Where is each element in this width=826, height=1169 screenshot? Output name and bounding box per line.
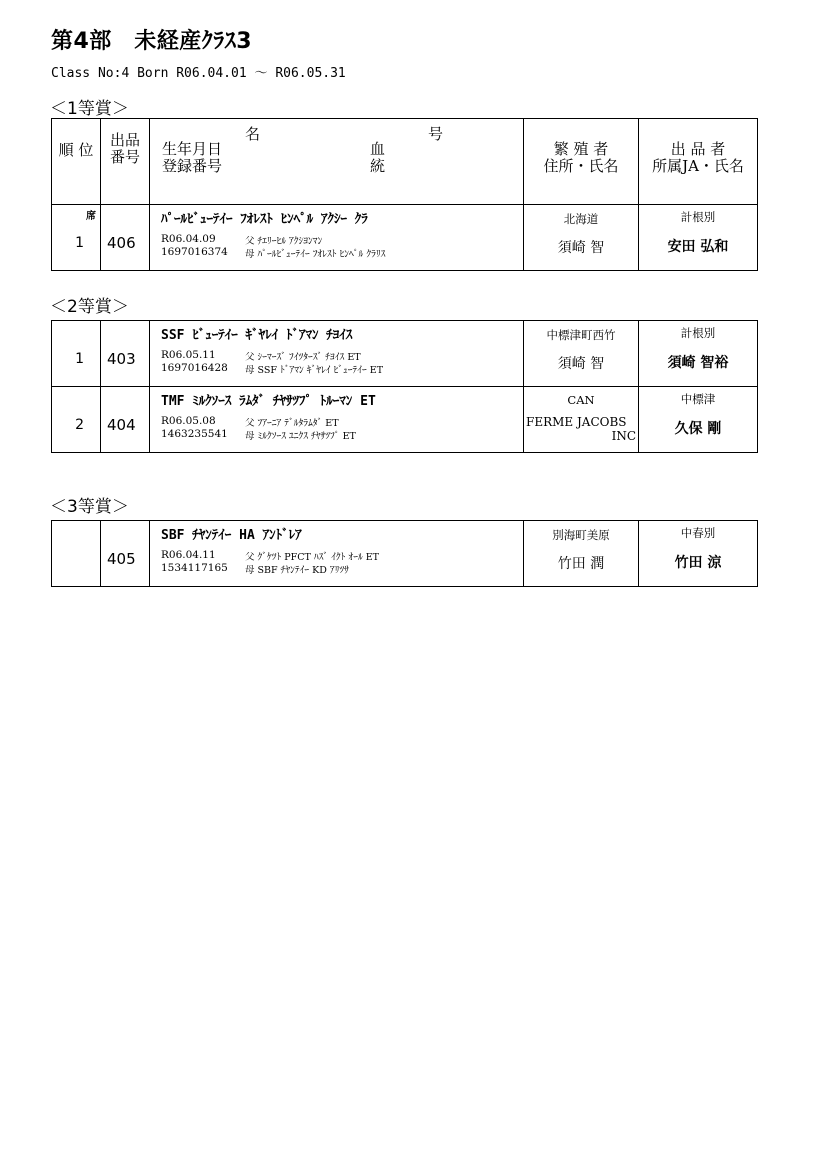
name-pedigree-cell bbox=[150, 521, 524, 587]
birth-date: R06.04.11 bbox=[161, 549, 216, 561]
name-pedigree-cell bbox=[150, 205, 524, 271]
header-exhibitor-line2: 所属JA・氏名 bbox=[652, 157, 744, 175]
exhibitor-name: 安田 弘和 bbox=[667, 239, 729, 255]
rank-cell bbox=[52, 205, 101, 271]
header-birth: 生年月日 bbox=[162, 140, 223, 158]
breeder-name: 須崎 智 bbox=[557, 356, 605, 372]
exhibitor-location: 計根別 bbox=[680, 210, 716, 224]
header-no-line1: 出品 bbox=[109, 131, 140, 149]
exhibitor-name: 須崎 智裕 bbox=[667, 355, 729, 371]
birth-date: R06.04.09 bbox=[161, 233, 216, 245]
registration-no: 1534117165 bbox=[161, 562, 228, 574]
header-exhibitor-line1: 出 品 者 bbox=[670, 140, 726, 158]
breeder-cell bbox=[524, 205, 639, 271]
exhibit-no-cell bbox=[101, 205, 150, 271]
header-no-line2: 番号 bbox=[109, 148, 140, 166]
breeder-name bbox=[526, 415, 638, 443]
exhibit-no-cell bbox=[101, 321, 150, 387]
rank-cell bbox=[52, 321, 101, 387]
breeder-cell bbox=[524, 387, 639, 453]
animal-name: SSF ﾋﾞｭｰﾃｲｰ ｷﾞﾔﾚｲ ﾄﾞｱﾏﾝ ﾁﾖｲｽ bbox=[161, 328, 353, 343]
breeder-location: 北海道 bbox=[563, 212, 599, 226]
exhibitor-name: 久保 剛 bbox=[674, 421, 722, 437]
registration-no: 1697016374 bbox=[161, 246, 228, 258]
header-name-char1: 名 bbox=[245, 125, 261, 143]
registration-no: 1697016428 bbox=[161, 362, 228, 374]
breeder-location: CAN bbox=[567, 393, 595, 407]
dam: 母 ﾐﾙｸｿｰｽ ﾕﾆｸｽ ﾁﾔｻﾂﾌﾟ ET bbox=[245, 431, 356, 442]
table-row bbox=[52, 205, 758, 271]
rank-cell bbox=[52, 521, 101, 587]
breeder-name: 須崎 智 bbox=[557, 240, 605, 256]
sire: 父 ｸﾞｹﾂﾄ PFCT ﾊｽﾞ ｲｸﾄ ｵｰﾙ ET bbox=[245, 552, 379, 563]
dam: 母 ﾊﾟｰﾙﾋﾞｭｰﾃｲｰ ﾌｵﾚｽﾄ ﾋﾝﾍﾟﾙ ｸﾗﾘｽ bbox=[245, 249, 386, 260]
dam: 母 SSF ﾄﾞｱﾏﾝ ｷﾞﾔﾚｲ ﾋﾞｭｰﾃｲｰ ET bbox=[245, 365, 384, 376]
prize-label-3rd: ＜3等賞＞ bbox=[50, 497, 129, 517]
registration-no: 1463235541 bbox=[161, 428, 228, 440]
header-breeder bbox=[524, 119, 639, 205]
rank-value: 2 bbox=[75, 417, 84, 433]
header-breeder-line1: 繁 殖 者 bbox=[553, 140, 609, 158]
breeder-name: 竹田 潤 bbox=[557, 556, 605, 572]
header-blood-char1: 血 bbox=[370, 140, 386, 158]
exhibit-no-cell bbox=[101, 521, 150, 587]
exhibitor-location: 中春別 bbox=[680, 526, 716, 540]
breeder-cell bbox=[524, 521, 639, 587]
results-table-2nd bbox=[51, 320, 758, 453]
animal-name: SBF ﾁﾔﾝﾃｲｰ HA ｱﾝﾄﾞﾚｱ bbox=[161, 528, 302, 543]
sire: 父 ﾌｱｰﾆｱ ﾃﾞﾙﾀﾗﾑﾀﾞ ET bbox=[245, 418, 339, 429]
header-rank: 順 位 bbox=[52, 119, 101, 205]
header-exhibitor bbox=[639, 119, 758, 205]
page-title: 第4部 未経産ｸﾗｽ3 bbox=[51, 29, 253, 54]
breeder-location: 別海町美原 bbox=[552, 528, 610, 542]
sire: 父 ｼｰﾏｰｽﾞ ﾌｲﾂﾀｰｽﾞ ﾁﾖｲｽ ET bbox=[245, 352, 361, 363]
breeder-name-line1: FERME JACOBS bbox=[526, 415, 627, 429]
rank-value: 1 bbox=[75, 351, 84, 367]
birth-date: R06.05.11 bbox=[161, 349, 216, 361]
rank-value: 1 bbox=[75, 235, 84, 251]
table-row bbox=[52, 387, 758, 453]
prize-label-2nd: ＜2等賞＞ bbox=[50, 297, 129, 317]
exhibitor-cell bbox=[639, 321, 758, 387]
table-row bbox=[52, 521, 758, 587]
header-blood-char2: 統 bbox=[370, 157, 386, 175]
exhibit-no: 405 bbox=[107, 550, 136, 568]
dam: 母 SBF ﾁﾔﾝﾃｲｰ KD ｱﾘﾂｻ bbox=[245, 565, 349, 576]
breeder-cell bbox=[524, 321, 639, 387]
exhibitor-cell bbox=[639, 387, 758, 453]
name-pedigree-cell bbox=[150, 387, 524, 453]
rank-cell bbox=[52, 387, 101, 453]
breeder-location: 中標津町西竹 bbox=[546, 328, 616, 342]
exhibitor-location: 中標津 bbox=[680, 392, 716, 406]
exhibit-no: 406 bbox=[107, 234, 136, 252]
header-registration: 登録番号 bbox=[162, 157, 223, 175]
header-breeder-line2: 住所・氏名 bbox=[543, 157, 619, 175]
table-header-row bbox=[52, 119, 758, 205]
animal-name: TMF ﾐﾙｸｿｰｽ ﾗﾑﾀﾞ ﾁﾔｻﾂﾌﾟ ﾄﾙｰﾏﾝ ET bbox=[161, 394, 376, 409]
exhibitor-name: 竹田 涼 bbox=[674, 555, 722, 571]
birth-date: R06.05.08 bbox=[161, 415, 216, 427]
results-table-1st bbox=[51, 118, 758, 271]
prize-label-1st: ＜1等賞＞ bbox=[50, 99, 129, 119]
exhibit-no: 403 bbox=[107, 350, 136, 368]
header-name-pedigree bbox=[150, 119, 524, 205]
sire: 父 ﾁｴﾘｰﾋﾙ ｱｸｼﾖﾝﾏﾝ bbox=[245, 236, 323, 247]
header-name-char2: 号 bbox=[428, 125, 444, 143]
header-exhibit-no bbox=[101, 119, 150, 205]
animal-name: ﾊﾟｰﾙﾋﾞｭｰﾃｲｰ ﾌｵﾚｽﾄ ﾋﾝﾍﾟﾙ ｱｸｼｰ ｸﾗ bbox=[161, 212, 368, 227]
name-pedigree-cell bbox=[150, 321, 524, 387]
exhibit-no: 404 bbox=[107, 416, 136, 434]
breeder-name-line2: INC bbox=[611, 429, 636, 443]
table-row bbox=[52, 321, 758, 387]
results-table-3rd bbox=[51, 520, 758, 587]
exhibitor-location: 計根別 bbox=[680, 326, 716, 340]
exhibit-no-cell bbox=[101, 387, 150, 453]
exhibitor-cell bbox=[639, 521, 758, 587]
class-subtitle: Class No:4 Born R06.04.01 ～ R06.05.31 bbox=[51, 66, 346, 81]
exhibitor-cell bbox=[639, 205, 758, 271]
seki-mark: 席 bbox=[86, 211, 96, 222]
